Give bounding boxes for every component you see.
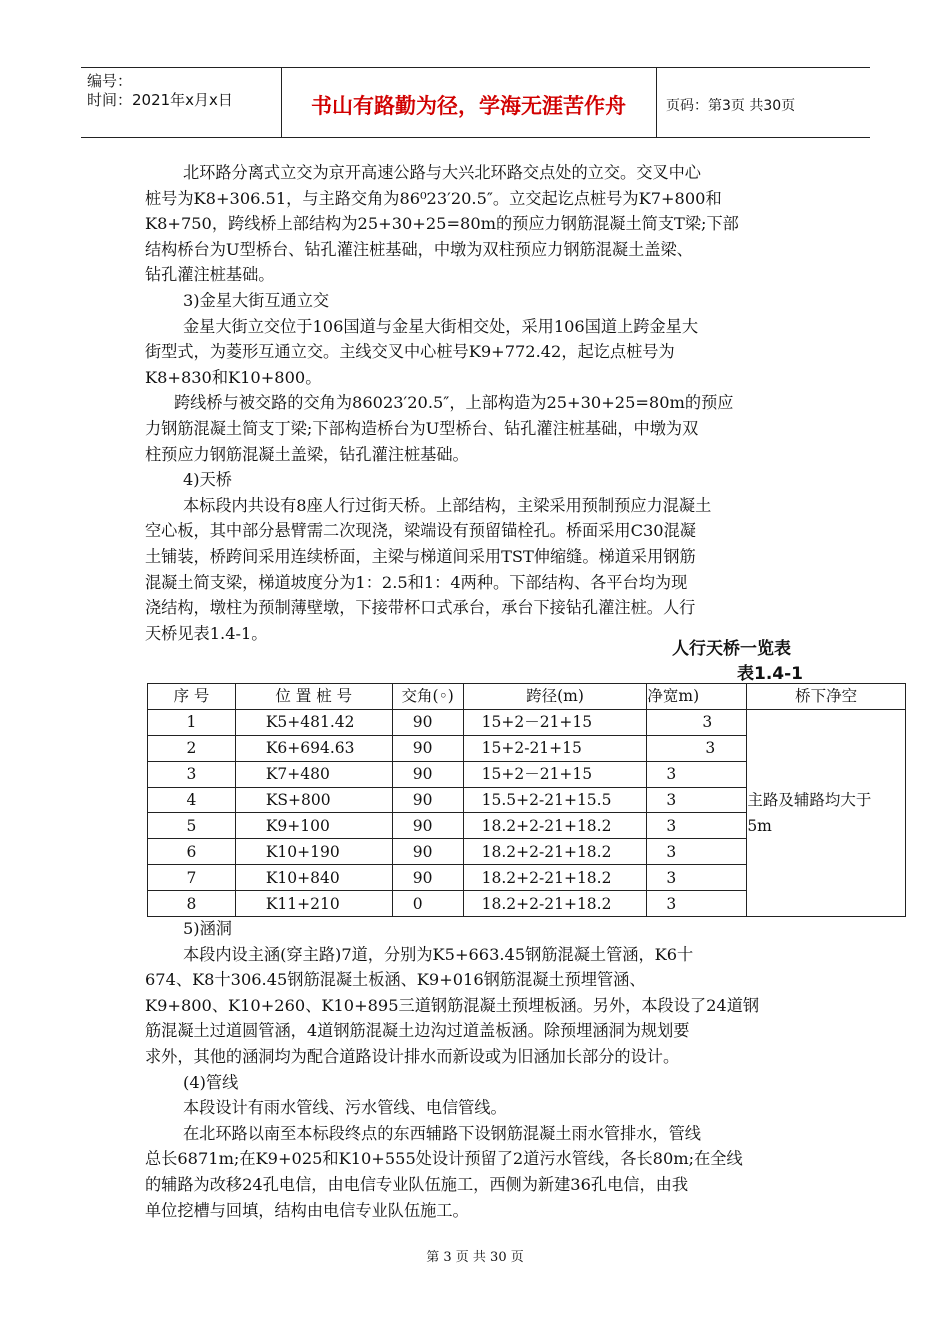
cell-width: 3 [647,761,747,787]
paragraph-line: 浇结构，墩柱为预制薄壁墩，下接带杯口式承台，承台下接钻孔灌注桩。人行 [145,598,696,618]
header-meta [87,72,233,110]
cell-station: K7+480 [235,761,392,787]
cell-angle: 90 [392,865,463,891]
cell-index: 6 [148,839,236,865]
cell-span: 18.2+2-21+18.2 [463,813,647,839]
cell-span: 18.2+2-21+18.2 [463,839,647,865]
paragraph-line: 天桥见表1.4-1。 [145,623,268,643]
paragraph-line: 求外，其他的涵洞均为配合道路设计排水而新设或为旧涵加长部分的设计。 [145,1046,680,1066]
paragraph-line: 跨线桥与被交路的交角为86023′20.5″，上部构造为25+30+25=80m的预应 [174,393,734,413]
cell-angle: 90 [392,735,463,761]
cell-angle: 0 [392,891,463,917]
header-cell: 序 号 [148,684,236,710]
cell-width: 3 [647,865,747,891]
cell-width: 3 [647,709,747,735]
cell-angle: 90 [392,761,463,787]
cell-clearance [747,709,906,916]
header-page-number: 页码：第3页 共30页 [666,98,796,114]
number-label: 编号： [87,72,133,90]
cell-station: K5+481.42 [235,709,392,735]
cell-station: K6+694.63 [235,735,392,761]
cell-angle: 90 [392,839,463,865]
cell-index: 2 [148,735,236,761]
paragraph-line: 钻孔灌注桩基础。 [145,265,275,285]
paragraph-line: 单位挖槽与回填，结构由电信专业队伍施工。 [145,1200,469,1220]
cell-width: 3 [647,839,747,865]
table-number: 表1.4-1 [737,664,803,684]
paragraph-line: 本标段内共设有8座人行过街天桥。上部结构，主梁采用预制预应力混凝土 [183,495,712,515]
paragraph-line: K9+800、K10+260、K10+895三道钢筋混凝土预埋板涵。另外，本段设了24道钢 [145,995,760,1015]
paragraph-line: 在北环路以南至本标段终点的东西辅路下设钢筋混凝土雨水管排水，管线 [183,1123,701,1143]
cell-span: 15+2-21+15 [463,735,647,761]
cell-width: 3 [647,787,747,813]
clearance-line: 5m [747,816,772,835]
paragraph-line: 土铺装，桥跨间采用连续桥面，主梁与梯道间采用TST伸缩缝。梯道采用钢筋 [145,546,696,566]
cell-station: K10+190 [235,839,392,865]
cell-angle: 90 [392,787,463,813]
cell-span: 15.5+2-21+15.5 [463,787,647,813]
cell-station: K11+210 [235,891,392,917]
paragraph-line: 674、K8十306.45钢筋混凝土板涵、K9+016钢筋混凝土预埋管涵、 [145,970,646,990]
time-label: 时间：2021年x月x日 [87,91,233,109]
table-header-row [148,684,906,710]
paragraph-line: 金星大街立交位于106国道与金星大街相交处，采用106国道上跨金星大 [183,316,699,336]
cell-index: 1 [148,709,236,735]
cell-index: 8 [148,891,236,917]
page-header [81,67,870,138]
cell-station: KS+800 [235,787,392,813]
cell-index: 5 [148,813,236,839]
cell-width: 3 [647,735,747,761]
paragraph-line: 本段内设主涵(穿主路)7道，分别为K5+663.45钢筋混凝土管涵，K6十 [183,944,694,964]
table-row [148,709,906,735]
bridge-table [147,683,906,917]
clearance-line: 主路及辅路均大于 [747,790,872,809]
body-text-top [145,160,825,646]
cell-span: 15+2－21+15 [463,709,647,735]
cell-span: 18.2+2-21+18.2 [463,891,647,917]
cell-span: 18.2+2-21+18.2 [463,865,647,891]
cell-span: 15+2－21+15 [463,761,647,787]
section-heading: 4)天桥 [183,470,232,490]
page-footer: 第 3 页 共 30 页 [426,1250,524,1265]
paragraph-line: 空心板，其中部分悬臂需二次现浇，梁端设有预留锚栓孔。桥面采用C30混凝 [145,521,696,541]
paragraph-line: 结构桥台为U型桥台、钻孔灌注桩基础，中墩为双柱预应力钢筋混凝土盖梁、 [145,239,693,259]
paragraph-line: 桩号为K8+306.51，与主路交角为86⁰23′20.5″。立交起讫点桩号为K7+800和 [145,188,722,208]
cell-index: 3 [148,761,236,787]
paragraph-line: 力钢筋混凝土简支丁梁;下部构造桥台为U型桥台、钻孔灌注桩基础，中墩为双 [145,418,699,438]
paragraph-line: 本段设计有雨水管线、污水管线、电信管线。 [183,1098,507,1118]
cell-station: K10+840 [235,865,392,891]
header-cell: 桥下净空 [747,684,906,710]
paragraph-line: 的辅路为改移24孔电信，由电信专业队伍施工，西侧为新建36孔电信，由我 [145,1174,689,1194]
header-cell: 交角(◦) [392,684,463,710]
header-motto: 书山有路勤为径，学海无涯苦作舟 [311,94,626,118]
section-heading: (4)管线 [183,1072,239,1092]
body-text-bottom [145,916,825,1223]
paragraph-line: 总长6871m;在K9+025和K10+555处设计预留了2道污水管线，各长80m;在全线 [145,1149,743,1169]
paragraph-line: K8+750，跨线桥上部结构为25+30+25=80m的预应力钢筋混凝土简支T梁;下部 [145,214,739,234]
table-title: 人行天桥一览表 [672,639,791,659]
cell-angle: 90 [392,813,463,839]
header-cell: 位 置 桩 号 [235,684,392,710]
header-cell: 净宽m) [647,684,747,710]
section-heading: 5)涵洞 [183,919,232,938]
paragraph-line: K8+830和K10+800。 [145,367,322,387]
header-cell: 跨径(m) [463,684,647,710]
paragraph-line: 北环路分离式立交为京开高速公路与大兴北环路交点处的立交。交叉中心 [183,163,701,182]
paragraph-line: 混凝土简支梁，梯道坡度分为1：2.5和1：4两种。下部结构、各平台均为现 [145,572,688,592]
cell-station: K9+100 [235,813,392,839]
cell-index: 7 [148,865,236,891]
paragraph-line: 柱预应力钢筋混凝土盖梁，钻孔灌注桩基础。 [145,444,469,464]
section-heading: 3)金星大街互通立交 [183,290,330,310]
cell-index: 4 [148,787,236,813]
cell-width: 3 [647,891,747,917]
header-divider [656,68,657,137]
cell-angle: 90 [392,709,463,735]
cell-width: 3 [647,813,747,839]
paragraph-line: 街型式，为菱形互通立交。主线交叉中心桩号K9+772.42，起讫点桩号为 [145,342,675,362]
paragraph-line: 筋混凝土过道圆管涵，4道钢筋混凝土边沟过道盖板涵。除预埋涵洞为规划要 [145,1021,690,1041]
